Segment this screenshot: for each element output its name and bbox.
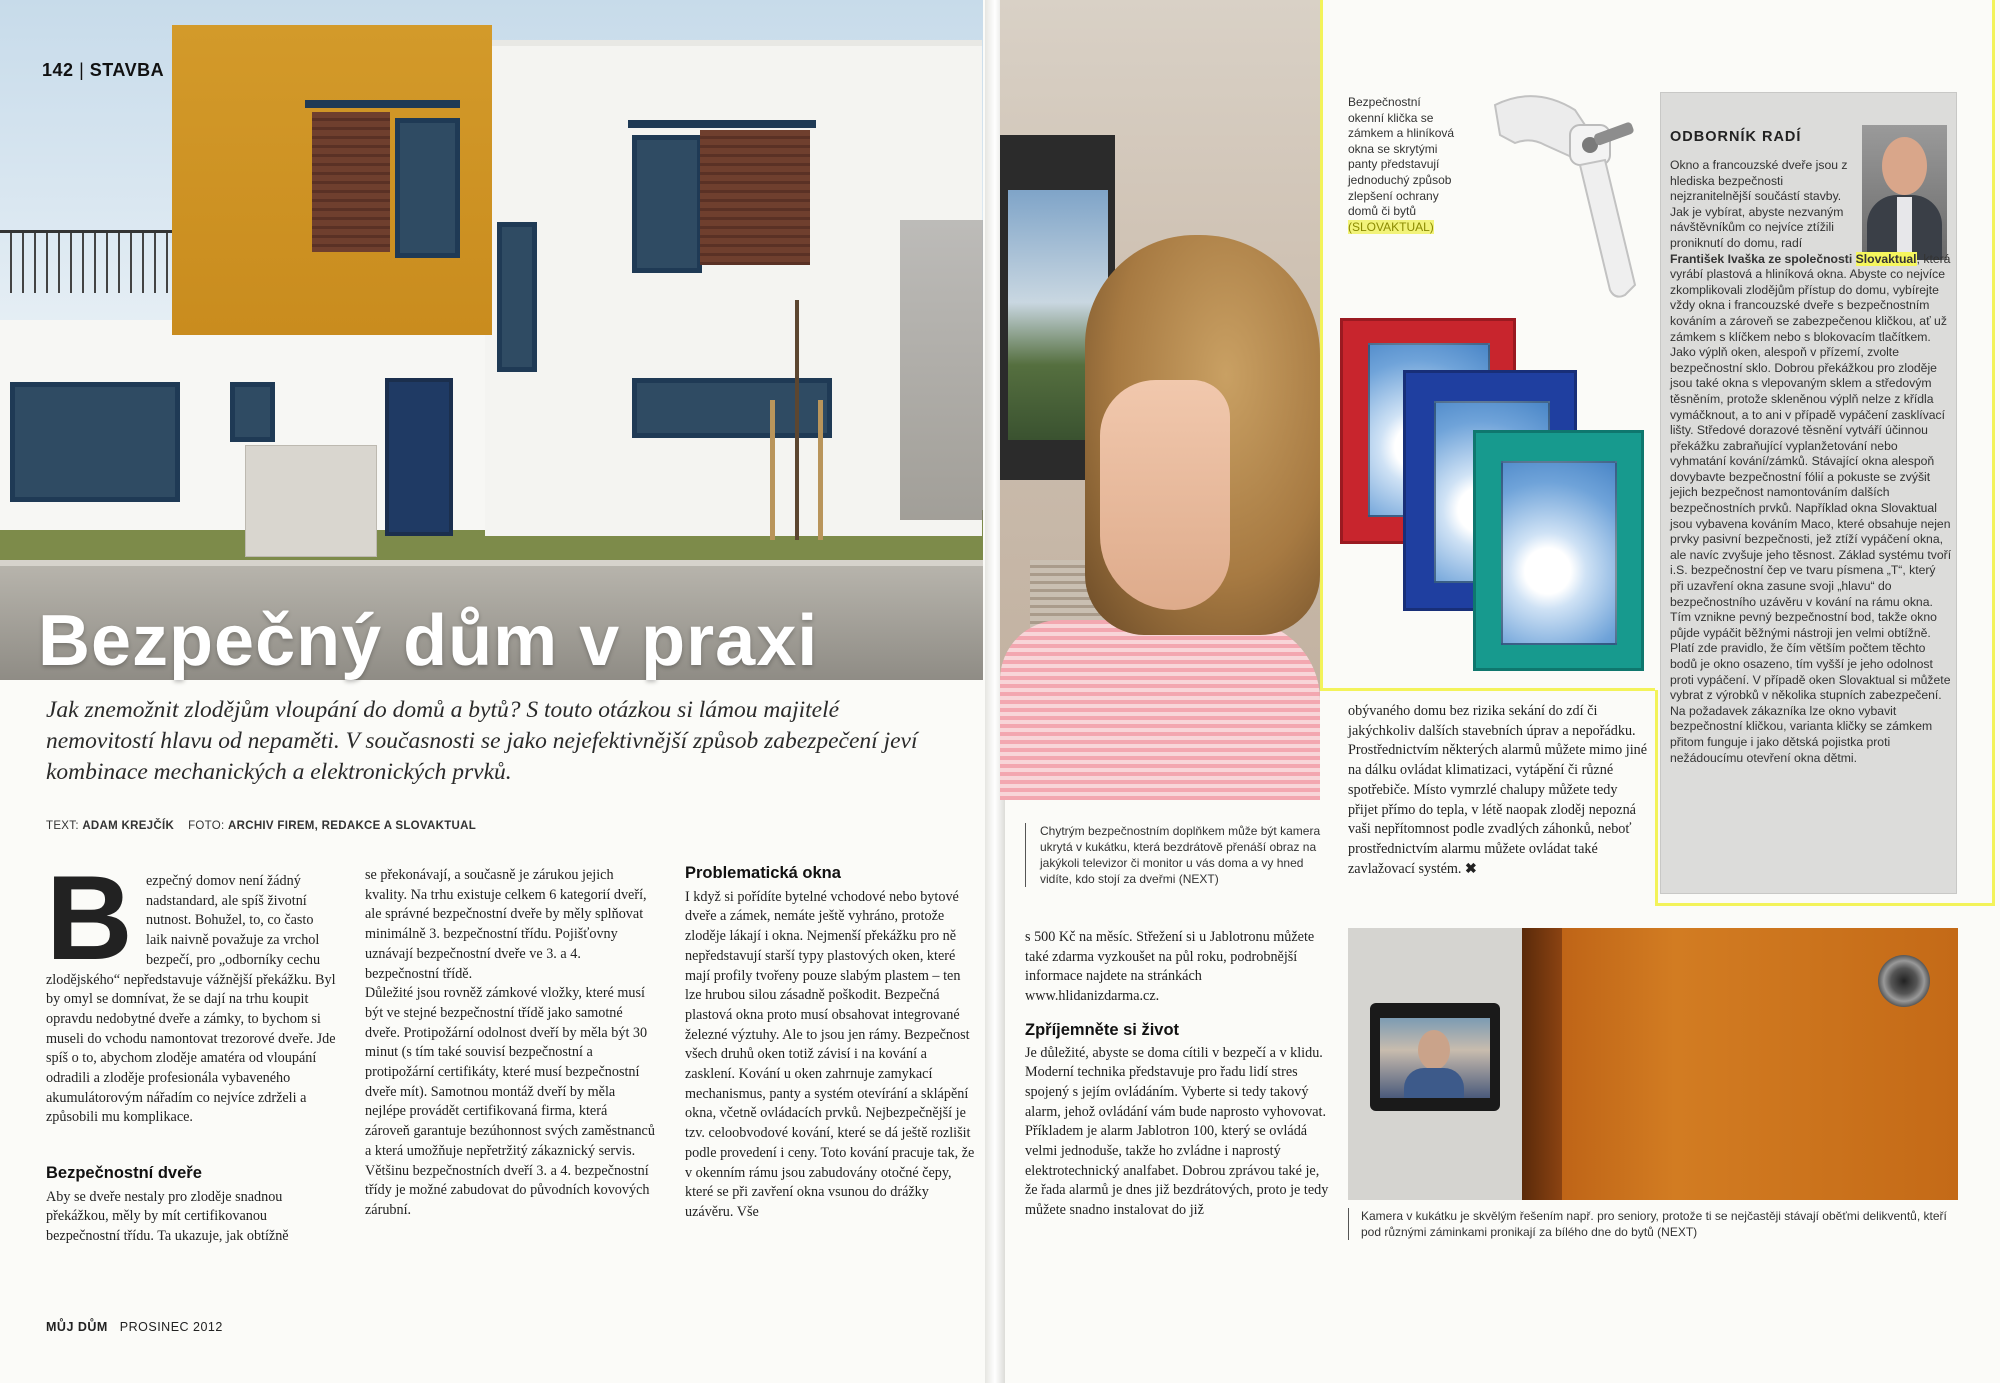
door-edge	[1522, 928, 1562, 1200]
window	[632, 135, 702, 273]
tree-stake	[818, 400, 823, 540]
footer-issue: PROSINEC 2012	[119, 1320, 223, 1334]
house-photo	[0, 0, 983, 680]
credits-text-author: ADAM KREJČÍK	[82, 820, 175, 832]
handle-shape	[1495, 96, 1635, 297]
woman-shirt	[1000, 620, 1320, 800]
highlight-line	[1320, 688, 1655, 691]
page-number-section	[42, 60, 164, 81]
article-lead: Jak znemožnit zlodějům vloupání do domů a bytů? S touto otázkou si lámou majitelé nemovitostí hlavu od nepaměti. V současnosti se jako nejefektivnější způsob zabezpečení jeví kombinace mechanických a elektronických prvků.	[46, 697, 918, 785]
credits-photo-label: FOTO:	[188, 820, 225, 832]
expert-box-title: ODBORNÍK RADÍ	[1670, 129, 1802, 145]
body-paragraph: I když si pořídíte bytelné vchodové nebo bytové dveře a zámek, nemáte ještě vyhráno, protože zloděje lákají i okna. Nejmenší překážku pro ně nepředstavují starší typy plastových oken, které mají profily tvořeny pouze slabým plastem – ten lze hrubou silou zásadně poškodit. Bezpečná plastová okna proto musí obsahovat integrované železné výztuhy. Ale to jsou jen rámy. Bezpečnost všech druhů oken totiž závisí i na kování a zasklení. Kování u oken zahrnuje zamykací mechanismus, panty a systém otevírání a sklápění okna, včetně ovládacích prvků. Nejbezpečnější je tzv. celoobvodové kování, které se dá ještě rozlišit podle provedení i ceny. Toto kování pracuje tak, že v okenním rámu jsou zabudovány otočné čepy, které se při zavření okna vsunou do drážky uzávěru. Vše	[685, 888, 975, 1220]
window-handle-image	[1475, 85, 1650, 300]
caption-handle	[1348, 95, 1458, 235]
caption-woman: Chytrým bezpečnostním doplňkem může být kamera ukrytá v kukátku, která bezdrátově přenáší obraz na jakýkoli televizor či monitor u vás doma a vy hned vidíte, kdo stojí za dveřmi (NEXT)	[1025, 823, 1330, 887]
subhead-zprijemnete: Zpříjemněte si život	[1025, 1020, 1180, 1039]
caption-handle-brand: (SLOVAKTUAL)	[1348, 219, 1434, 234]
body-paragraph: obývaného domu bez rizika sekání do zdí či jakýchkoliv dalších stavebních úprav a nepořádku. Prostřednictvím některých alarmů můžete mimo jiné na dálku ovládat klimatizaci, vytápění či různé spotřebiče. Místo vymrzlé chalupy můžete tedy přijet přímo do tepla, v létě naopak zloděj nepozná vaši nepřítomnost podle zvadlých záhonků, neboť prostřednictvím alarmu můžete ovládat také zavlažovací systém.	[1348, 703, 1648, 877]
window	[497, 222, 537, 372]
highlight-line	[1655, 690, 1658, 905]
body-column-1-subhead-block	[46, 1164, 341, 1247]
window-teal	[1473, 430, 1644, 671]
section-divider: |	[79, 60, 90, 80]
page-footer	[46, 1320, 223, 1334]
section-label: STAVBA	[89, 60, 165, 80]
credits-text-label: TEXT:	[46, 820, 79, 832]
highlight-line	[1320, 0, 1323, 690]
body-column-3	[685, 864, 975, 1223]
body-paragraph: ezpečný domov není žádný nadstandard, ale spíš životní nutnost. Bohužel, to, co často laik naivně považuje za vrchol bezpečí, pro „odborníky cechu zlodějského“ nepředstavuje vážnější překážku. Byl by omyl se domnívat, že se dají na trhu koupit opravdu nedobytné dveře a zámky, to bychom si museli do vchodu namontovat trezorové dveře. Jde spíš o to, abychom zloděje amatéra od vloupání odradili a zloděje profesionála vybaveného akumulátorovým nářadím co nejvíce zdrželi a způsobili mu komplikace.	[46, 873, 336, 1126]
caption-camera: Kamera v kukátku je skvělým řešením např. pro seniory, protože ti se nejčastěji stávají oběťmi delikventů, kteří pod různými záminkami pronikají za bílého dne do bytů (NEXT)	[1348, 1208, 1961, 1240]
window	[230, 382, 275, 442]
monitor-person-body	[1404, 1068, 1464, 1098]
balcony-railing	[0, 230, 172, 293]
body-column-right-1	[1348, 702, 1648, 879]
window	[10, 382, 180, 502]
body-column-1-top	[46, 851, 336, 1128]
article-headline: Bezpečný dům v praxi	[38, 601, 819, 681]
expert-text-body: , která vyrábí plastová a hliníková okna. Abyste co nejvíce zkomplikovali zlodějům přístup do domu, vybírejte vždy okna i francouzské dveře s bezpečnostním kováním a zároveň se zabezpečenou kličkou, ať už zámkem s klíčkem nebo s blokovacím tlačítkem. Jako výplň oken, alespoň v přízemí, zvolte bezpečnostní sklo. Dobrou překážkou pro zloděje jsou také okna s vlepovaným sklem a středovým těsněním, protože skleněnou výplň nelze z křídla vymáčknout, a to ani v případě vypáčení zasklívací lišty. Středové dorazové těsnění vytváří účinnou překážku zabraňující vyplanžetování nebo vyhmatání kování/zámků. Stávající okna alespoň dovybavte bezpečnostní fólií a pokuste se zvýšit jejich bezpečnost namontováním dalších bezpečnostních prvků. Například okna Slovaktual jsou vybavena kováním Maco, které obsahuje nejen prvky pasivní bezpečnosti, jež ztíží vypáčení okna, ale navíc zvyšuje jeho těsnost. Základ systému tvoří i.S. bezpečnostní čep ve tvaru písmena „T“, který při uzavření okna zasune svoji „hlavu“ do bezpečnostního uzávěru v kování na rámu okna. Tím vznikne pevný bezpečnostní bod, takže okno půjde vypáčit běžnými nástroji jen velmi obtížně. Platí zde pravidlo, že čím větším počtem těchto bodů je okno osazeno, tím vyšší je jeho odolnost proti vypáčení. V případě oken Slovaktual si můžete vybrat z výrobků v několika stupních zabezpečení. Na požadavek zákazníka lze okno vybavit bezpečnostní kličkou, varianta kličky se zámkem přitom funguje i jako dětská pojistka proti nežádoucímu otevření okna dětmi.	[1670, 251, 1952, 765]
drop-cap: B	[46, 851, 133, 985]
bin-shelter	[245, 445, 377, 557]
window	[632, 378, 832, 438]
body-paragraph: Aby se dveře nestaly pro zloděje snadnou překážkou, měly by mít certifikovanou bezpečnostní třídu. Ta ukazuje, jak obtížně	[46, 1188, 289, 1245]
expert-box-text	[1670, 158, 1952, 766]
subhead-bezpecnostni-dvere: Bezpečnostní dveře	[46, 1164, 202, 1182]
drop-cap-spacer	[46, 851, 146, 985]
credits-photo-author: ARCHIV FIREM, REDAKCE A SLOVAKTUAL	[228, 820, 477, 832]
body-paragraph: Důležité jsou rovněž zámkové vložky, které musí být ve stejné bezpečnostní třídě jako samotné dveře. Protipožární odolnost dveří by měla být 30 minut (s tím také souvisí bezpečnostní a protipožární certifikáty, které musí bezpečnostní dveře mít). Samotnou montáž dveří by měla nejlépe provádět certifikovaná firma, která zároveň garantuje bezúhonnost svých zaměstnanců a která umožňuje nepřetržitý zákaznický servis. Většinu bezpečnostních dveří 3. a 4. bezpečnostní třídy je možné zabudovat do původních kovových zárubní.	[365, 985, 655, 1218]
body-paragraph: Je důležité, abyste se doma cítili v bezpečí a v klidu. Moderní technika představuje pro řadu lidí stres spojený s jejím ovládáním. Vyberte si tedy takový alarm, jehož ovládání vám bude naprosto vyhovovat. Příkladem je alarm Jablotron 100, který se ovládá velmi jednoduše, takže ho zvládne i naprostý elektrotechnický analfabet. Dobrou zprávou také je, že řada alarmů je dnes již bezdrátových, proto je tedy můžete snadno instalovat do již	[1025, 1044, 1329, 1219]
curb	[0, 560, 983, 566]
tree-stake	[770, 400, 775, 540]
page-number: 142	[42, 60, 74, 80]
window-lintel	[628, 120, 816, 128]
monitor-person	[1418, 1030, 1450, 1070]
article-credits	[46, 820, 476, 832]
front-door	[385, 378, 453, 536]
peephole-camera	[1878, 955, 1930, 1007]
woman-face	[1100, 380, 1230, 610]
tree-trunk	[795, 300, 799, 540]
body-column-right-2	[1025, 928, 1330, 1221]
shutter	[700, 130, 810, 265]
window	[395, 118, 460, 258]
expert-name: František Ivaška ze společnosti	[1670, 251, 1853, 266]
subhead-problematicka-okna: Problematická okna	[685, 864, 841, 882]
window-glass	[1501, 461, 1617, 645]
background-trees	[900, 220, 983, 520]
body-paragraph: se překonávají, a současně je zárukou jejich kvality. Na trhu existuje celkem 6 kategorií dveří, ale správné bezpečnostní dveře by měly splňovat minimálně 3. bezpečnostní třídu. Pojišťovny uznávají bezpečnostní dveře ve 3. a 4. bezpečnostní třídě.	[365, 867, 647, 982]
body-paragraph: s 500 Kč na měsíc. Střežení si u Jablotronu můžete také zdarma vyzkoušet na půl roku, podrobnější informace najdete na stránkách www.hlidanizdarma.cz.	[1025, 929, 1315, 1005]
expert-company: Slovaktual	[1855, 251, 1917, 266]
footer-magazine: MŮJ DŮM	[46, 1320, 108, 1334]
window-lintel	[305, 100, 460, 108]
body-column-2	[365, 866, 655, 1221]
expert-text-intro: Okno a francouzské dveře jsou z hlediska bezpečnosti nejzranitelnější součástí stavby. Jak je vybírat, abyste nezvaným návštěvníkům co nejvíce ztížili proniknutí do domu, radí	[1670, 158, 1848, 250]
monitor-screen	[1380, 1018, 1490, 1098]
expert-intro-wrap	[1670, 158, 1855, 252]
end-mark: ✖	[1465, 860, 1477, 877]
shutter	[312, 112, 390, 252]
highlight-line	[1655, 903, 1995, 906]
highlight-line	[1992, 0, 1995, 905]
caption-handle-text: Bezpečnostní okenní klička se zámkem a hliníková okna se skrytými panty představují jednoduchý způsob zlepšení ochrany domů či bytů	[1348, 95, 1455, 219]
